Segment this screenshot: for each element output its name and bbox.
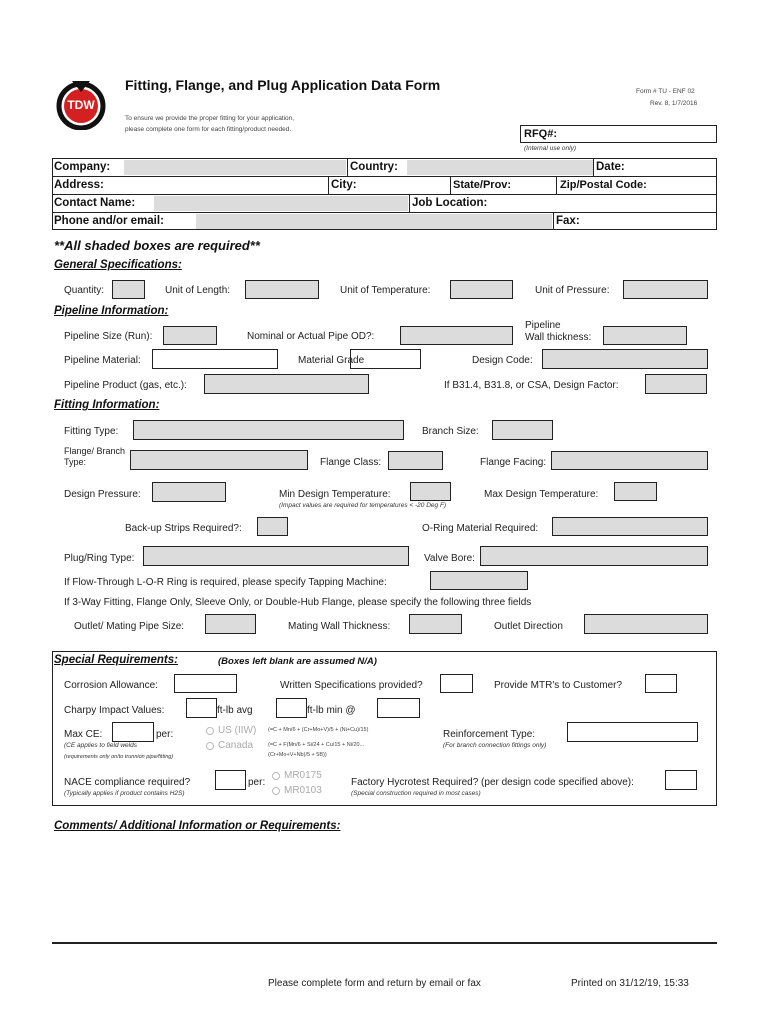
impact-note: (Impact values are required for temperatures < -20 Deg F) <box>279 502 447 509</box>
design-code-field[interactable] <box>542 349 708 369</box>
rfq-note: (Internal use only) <box>524 145 577 152</box>
backup-strips-field[interactable] <box>257 517 288 536</box>
mr0103-label: MR0103 <box>284 785 322 796</box>
fitting-type-label: Fitting Type: <box>64 426 119 437</box>
special-heading: Special Requirements: <box>54 654 178 666</box>
ftlb-min-label: ft-lb min @ <box>307 705 356 716</box>
nace-note: (Typically applies if product contains H2S) <box>64 790 185 797</box>
valve-bore-label: Valve Bore: <box>424 553 475 564</box>
mating-wall-label: Mating Wall Thickness: <box>288 621 391 632</box>
canada-radio[interactable] <box>206 742 214 750</box>
pipeline-material-label: Pipeline Material: <box>64 355 141 366</box>
mr0103-radio[interactable] <box>272 787 280 795</box>
city-label: City: <box>331 179 357 191</box>
form-number: Form # TU - ENF 02 <box>636 88 695 95</box>
wall-label-2: Wall thickness: <box>525 332 592 343</box>
intro-line-2: please complete one form for each fitting/product needed. <box>125 126 292 133</box>
unit-length-field[interactable] <box>245 280 319 299</box>
flange-facing-label: Flange Facing: <box>480 457 547 468</box>
required-note: **All shaded boxes are required** <box>54 238 260 253</box>
corrosion-label: Corrosion Allowance: <box>64 680 158 691</box>
min-temp-field[interactable] <box>410 482 451 501</box>
three-way-note: If 3-Way Fitting, Flange Only, Sleeve Only, or Double-Hub Flange, please specify the following three fields <box>64 597 532 608</box>
outlet-size-label: Outlet/ Mating Pipe Size: <box>74 621 185 632</box>
flange-branch-type-field[interactable] <box>130 450 308 470</box>
zip-label: Zip/Postal Code: <box>560 179 647 191</box>
general-heading: General Specifications: <box>54 259 182 271</box>
outlet-size-field[interactable] <box>205 614 256 634</box>
wall-label-1: Pipeline <box>525 320 561 331</box>
address-label: Address: <box>54 179 104 191</box>
nace-label: NACE compliance required? <box>64 777 191 788</box>
oring-label: O-Ring Material Required: <box>422 523 539 534</box>
date-label: Date: <box>596 161 625 173</box>
reinforcement-label: Reinforcement Type: <box>443 729 536 740</box>
mr0175-label: MR0175 <box>284 770 322 781</box>
flange-class-field[interactable] <box>388 451 443 470</box>
charpy-label: Charpy Impact Values: <box>64 705 165 716</box>
pipeline-product-field[interactable] <box>204 374 369 394</box>
logo-text: TDW <box>67 98 95 112</box>
design-pressure-field[interactable] <box>152 482 226 502</box>
wall-thickness-field[interactable] <box>603 326 687 345</box>
material-grade-field[interactable] <box>350 349 421 369</box>
formula-us: (=C + Mn/6 + (Cr+Mo+V)/5 + (Ni+Cu)/15) <box>268 727 369 733</box>
mtr-label: Provide MTR's to Customer? <box>494 680 623 691</box>
comments-area[interactable] <box>52 838 717 938</box>
fitting-heading: Fitting Information: <box>54 399 160 411</box>
ce-note: (CE applies to field welds <box>64 742 137 749</box>
quantity-field[interactable] <box>112 280 145 299</box>
material-grade-label: Material Grade <box>298 355 365 366</box>
phone-field[interactable] <box>196 214 552 229</box>
tdw-logo <box>56 78 106 130</box>
comments-heading: Comments/ Additional Information or Requirements: <box>54 820 341 832</box>
state-label: State/Prov: <box>453 179 512 191</box>
design-code-label: Design Code: <box>472 355 533 366</box>
mr0175-radio[interactable] <box>272 772 280 780</box>
formula-canada-2: (Cr+Mo+V+Nb)/5 + 5B)) <box>268 752 327 758</box>
plug-type-field[interactable] <box>143 546 409 566</box>
us-iiw-label: US (IIW) <box>218 725 257 736</box>
outlet-direction-field[interactable] <box>584 614 708 634</box>
outlet-direction-label: Outlet Direction <box>494 621 563 632</box>
form-revision: Rev. 8, 1/7/2016 <box>650 100 698 107</box>
written-spec-field[interactable] <box>440 674 473 693</box>
job-location-label: Job Location: <box>412 197 488 209</box>
quantity-label: Quantity: <box>64 285 105 296</box>
nace-field[interactable] <box>215 770 246 790</box>
ce-per-label: per: <box>156 729 174 740</box>
tapping-machine-field[interactable] <box>430 571 528 590</box>
return-note: Please complete form and return by email or fax <box>268 978 481 989</box>
reinforcement-note: (For branch connection fittings only) <box>443 742 547 749</box>
canada-label: Canada <box>218 740 254 751</box>
hycrotest-field[interactable] <box>665 770 697 790</box>
charpy-min-field[interactable] <box>276 698 307 718</box>
form-title: Fitting, Flange, and Plug Application Data Form <box>125 77 441 93</box>
formula-canada: (=C + F(Mn/6 + Si/24 + Cu/15 + Ni/20... <box>268 742 365 748</box>
hycrotest-label: Factory Hycrotest Required? (per design code specified above): <box>351 777 634 788</box>
blank-note: (Boxes left blank are assumed N/A) <box>218 656 377 667</box>
charpy-avg-field[interactable] <box>186 698 217 718</box>
intro-line-1: To ensure we provide the proper fitting for your application, <box>125 115 295 122</box>
ftlb-avg-label: ft-lb avg <box>217 705 253 716</box>
pipeline-heading: Pipeline Information: <box>54 305 169 317</box>
max-ce-field[interactable] <box>112 722 154 742</box>
us-iiw-radio[interactable] <box>206 727 214 735</box>
flange-branch-label-1: Flange/ Branch <box>64 446 126 456</box>
fitting-type-field[interactable] <box>133 420 404 440</box>
min-temp-label: Min Design Temperature: <box>279 489 391 500</box>
unit-temp-field[interactable] <box>450 280 513 299</box>
fax-label: Fax: <box>556 215 580 227</box>
phone-label: Phone and/or email: <box>54 215 164 227</box>
hycrotest-note: (Special construction required in most cases) <box>351 790 481 797</box>
flow-through-label: If Flow-Through L-O-R Ring is required, please specify Tapping Machine: <box>64 577 387 588</box>
design-factor-field[interactable] <box>645 374 707 394</box>
ce-note-2: (requirements only on/to trunnion pipe/fitting) <box>64 754 174 760</box>
plug-type-label: Plug/Ring Type: <box>64 553 135 564</box>
pipeline-size-field[interactable] <box>163 326 217 345</box>
mating-wall-field[interactable] <box>409 614 462 634</box>
max-temp-label: Max Design Temperature: <box>484 489 599 500</box>
unit-pressure-field[interactable] <box>623 280 708 299</box>
pipeline-material-field[interactable] <box>152 349 278 369</box>
unit-pressure-label: Unit of Pressure: <box>535 285 610 296</box>
company-field[interactable] <box>124 160 346 175</box>
comments-divider <box>52 942 717 944</box>
country-label: Country: <box>350 161 398 173</box>
oring-field[interactable] <box>552 517 708 536</box>
nace-per-label: per: <box>248 777 266 788</box>
max-temp-field[interactable] <box>614 482 657 501</box>
branch-size-field[interactable] <box>492 420 553 440</box>
pipeline-product-label: Pipeline Product (gas, etc.): <box>64 380 187 391</box>
design-factor-label: If B31.4, B31.8, or CSA, Design Factor: <box>444 380 619 391</box>
charpy-temp-field[interactable] <box>377 698 420 718</box>
branch-size-label: Branch Size: <box>422 426 479 437</box>
mtr-field[interactable] <box>645 674 677 693</box>
design-pressure-label: Design Pressure: <box>64 489 141 500</box>
contact-name-field[interactable] <box>154 196 408 211</box>
written-spec-label: Written Specifications provided? <box>280 680 423 691</box>
flange-branch-label-2: Type: <box>64 457 87 467</box>
reinforcement-field[interactable] <box>567 722 698 742</box>
contact-name-label: Contact Name: <box>54 197 136 209</box>
corrosion-field[interactable] <box>174 674 237 693</box>
company-label: Company: <box>54 161 111 173</box>
pipe-od-field[interactable] <box>400 326 513 345</box>
pipeline-size-label: Pipeline Size (Run): <box>64 331 153 342</box>
flange-facing-field[interactable] <box>551 451 708 470</box>
max-ce-label: Max CE: <box>64 729 103 740</box>
rfq-box[interactable] <box>520 125 717 143</box>
unit-length-label: Unit of Length: <box>165 285 231 296</box>
country-field[interactable] <box>407 160 593 175</box>
rfq-label: RFQ#: <box>524 128 557 140</box>
pipe-od-label: Nominal or Actual Pipe OD?: <box>247 331 375 342</box>
printed-date: Printed on 31/12/19, 15:33 <box>571 978 689 989</box>
valve-bore-field[interactable] <box>480 546 708 566</box>
backup-strips-label: Back-up Strips Required?: <box>125 523 242 534</box>
unit-temp-label: Unit of Temperature: <box>340 285 431 296</box>
flange-class-label: Flange Class: <box>320 457 382 468</box>
